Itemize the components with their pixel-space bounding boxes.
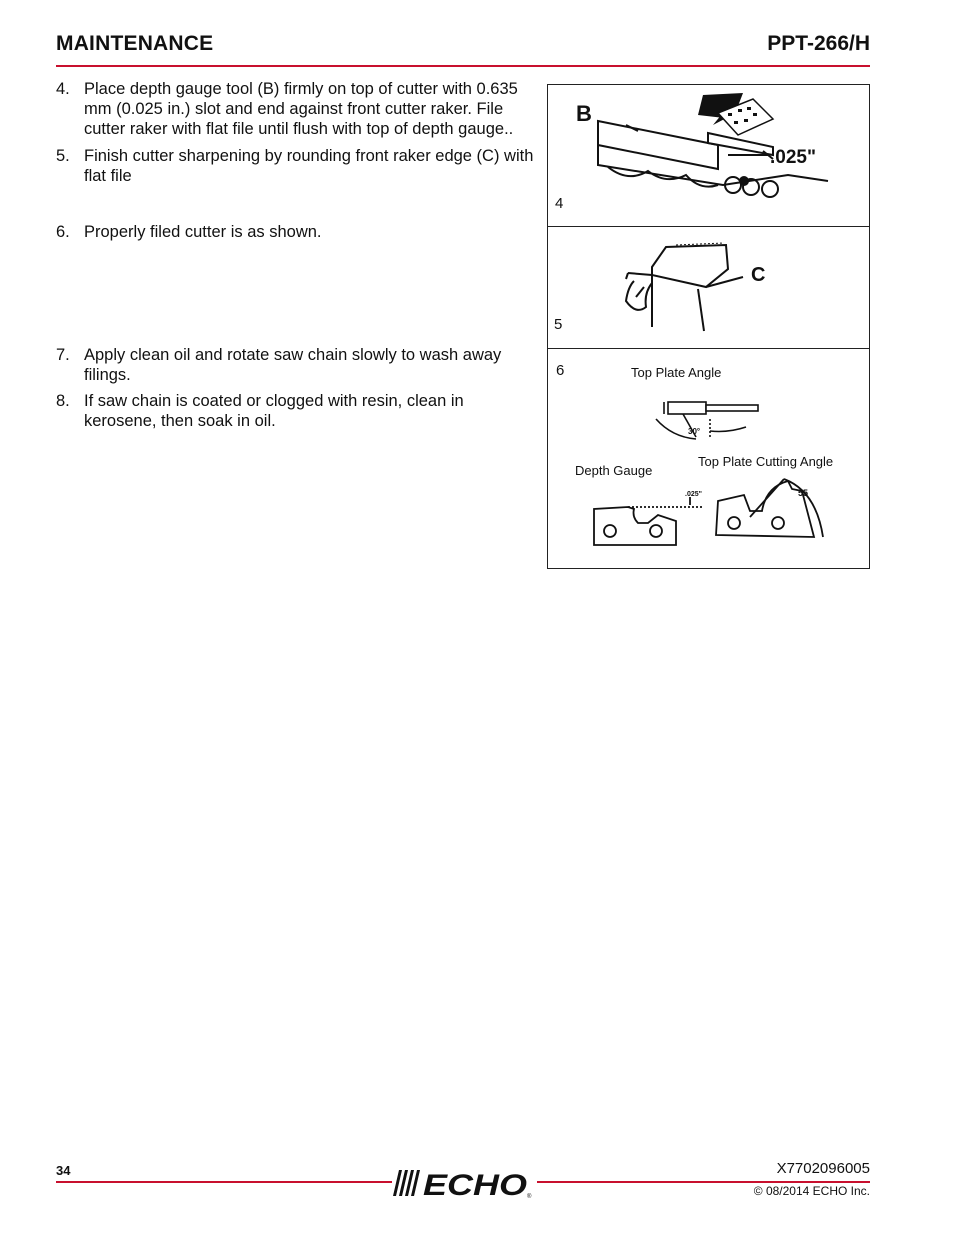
footer-divider-left — [56, 1181, 392, 1183]
step-item — [56, 146, 534, 186]
step-number: 6. — [56, 223, 70, 241]
document-code: X7702096005 — [776, 1160, 870, 1177]
figure-4-label-b: B — [576, 101, 592, 126]
step-number: 4. — [56, 80, 70, 98]
echo-logo — [393, 1166, 535, 1200]
svg-text:®: ® — [527, 1194, 532, 1200]
footer-divider-right — [537, 1181, 870, 1183]
model-number: PPT-266/H — [767, 32, 870, 55]
step-item — [56, 391, 534, 431]
caption-cutting-angle: Top Plate Cutting Angle — [698, 454, 834, 469]
figure-number: 5 — [554, 316, 563, 333]
figure-4 — [547, 84, 870, 227]
raker-edge-illustration — [548, 227, 869, 348]
cutter-angles-illustration — [548, 349, 869, 568]
step-number: 5. — [56, 147, 70, 165]
step-text: Finish cutter sharpening by rounding front raker edge (C) with flat file — [84, 147, 534, 185]
figure-5 — [547, 226, 870, 349]
copyright: © 08/2014 ECHO Inc. — [753, 1184, 870, 1198]
caption-top-plate-angle: Top Plate Angle — [631, 365, 722, 380]
step-text: Place depth gauge tool (B) firmly on top of cutter with 0.635 mm (0.025 in.) slot and end against front cutter raker. File cutter raker with flat file until flush with top of depth gauge.. — [84, 80, 518, 138]
figure-4-label-gauge: .025" — [770, 147, 816, 168]
step-text: If saw chain is coated or clogged with resin, clean in kerosene, then soak in oil. — [84, 392, 464, 430]
section-title: MAINTENANCE — [56, 32, 214, 55]
echo-logo-text: ECHO — [423, 1169, 527, 1200]
gauge-025-label: .025" — [685, 491, 702, 498]
step-number: 8. — [56, 392, 70, 410]
figure-number: 4 — [555, 195, 564, 212]
depth-gauge-tool-illustration — [548, 85, 869, 226]
step-text: Apply clean oil and rotate saw chain slowly to wash away filings. — [84, 346, 502, 384]
figure-6 — [547, 348, 870, 569]
step-item — [56, 79, 534, 139]
angle-55-label: 55 — [798, 488, 809, 498]
page-number: 34 — [56, 1163, 71, 1178]
step-item — [56, 345, 534, 385]
caption-depth-gauge: Depth Gauge — [575, 463, 653, 478]
step-item — [56, 222, 534, 242]
step-number: 7. — [56, 346, 70, 364]
angle-30-label: 30° — [688, 427, 701, 436]
figure-number: 6 — [556, 362, 565, 379]
figure-5-label-c: C — [751, 264, 766, 286]
header-divider — [56, 65, 870, 67]
step-text: Properly filed cutter is as shown. — [84, 223, 322, 241]
